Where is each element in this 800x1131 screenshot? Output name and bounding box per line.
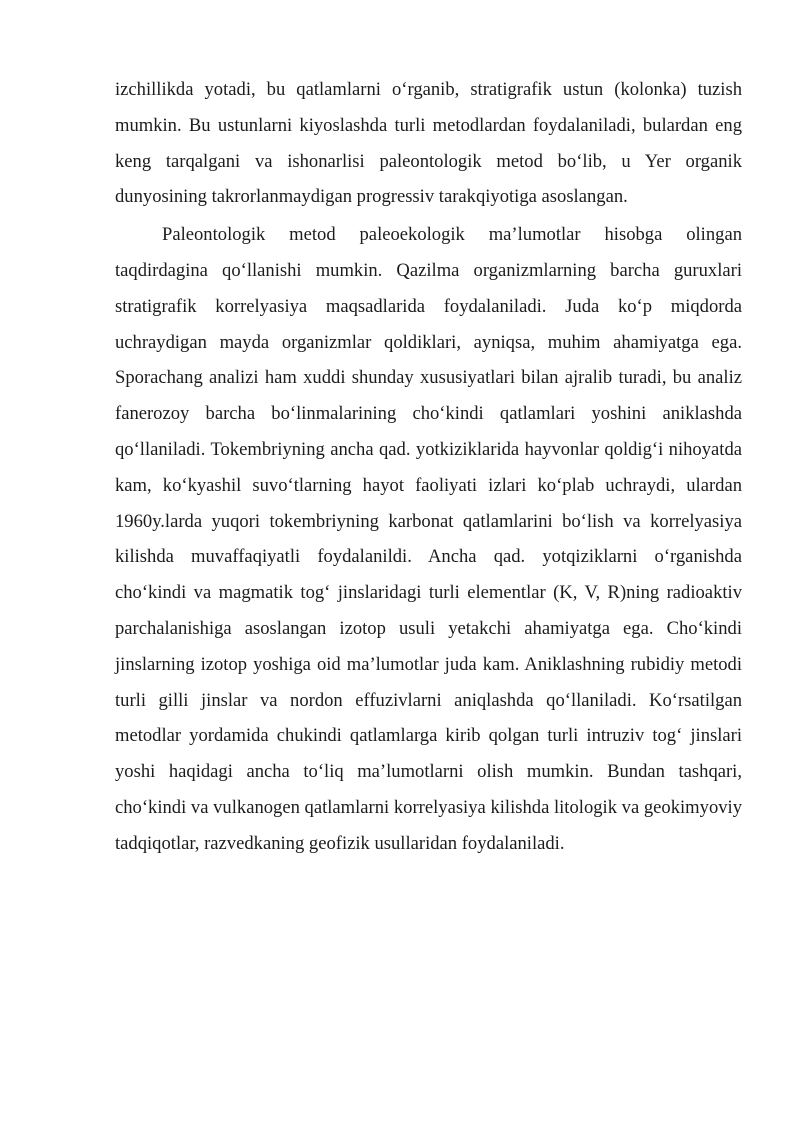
paragraph-continuation: izchillikda yotadi, bu qatlamlarni o‘rganib, stratigrafik ustun (kolonka) tuzish mumkin. Bu ustunlarni kiyoslashda turli metodlardan foydalaniladi, bulardan eng keng tarqalgani va ishonarlisi paleontologik metod bo‘lib, u Yer organik dunyosining takrorlanmaydigan progressiv tarakqiyotiga asoslangan. — [115, 79, 742, 208]
body-text — [115, 72, 742, 862]
paragraph-paleontological-method: Paleontologik metod paleoekologik ma’lumotlar hisobga olingan taqdirdagina qo‘llanishi mumkin. Qazilma organizmlarning barcha guruxlari stratigrafik korrelyasiya maqsadlarida foydalaniladi. Juda ko‘p miqdorda uchraydigan mayda organizmlar qoldiklari, ayniqsa, muhim ahamiyatga ega. Sporachang analizi ham xuddi shunday xususiyatlari bilan ajralib turadi, bu analiz fanerozoy barcha bo‘linmalarining cho‘kindi qatlamlari yoshini aniklashda qo‘llaniladi. Tokembriyning ancha qad. yotkiziklarida hayvonlar qoldig‘i nihoyatda kam, ko‘kyashil suvo‘tlarning hayot faoliyati izlari ko‘plab uchraydi, ulardan 1960y.larda yuqori tokembriyning karbonat qatlamlarini bo‘lish va korrelyasiya kilishda muvaffaqiyatli foydalanildi. Ancha qad. yotqiziklarni o‘rganishda cho‘kindi va magmatik tog‘ jinslaridagi turli elementlar (K, V, R)ning radioaktiv parchalanishiga asoslangan izotop usuli yetakchi ahamiyatga ega. Cho‘kindi jinslarning izotop yoshiga oid ma’lumotlar juda kam. Aniklashning rubidiy metodi turli gilli jinslar va nordon effuzivlarni aniqlashda qo‘llaniladi. Ko‘rsatilgan metodlar yordamida chukindi qatlamlarga kirib qolgan turli intruziv tog‘ jinslari yoshi haqidagi ancha to‘liq ma’lumotlarni olish mumkin. Bundan tashqari, cho‘kindi va vulkanogen qatlamlarni korrelyasiya kilishda litologik va geokimyoviy tadqiqotlar, razvedkaning geofizik usullaridan foydalaniladi. — [115, 224, 742, 854]
